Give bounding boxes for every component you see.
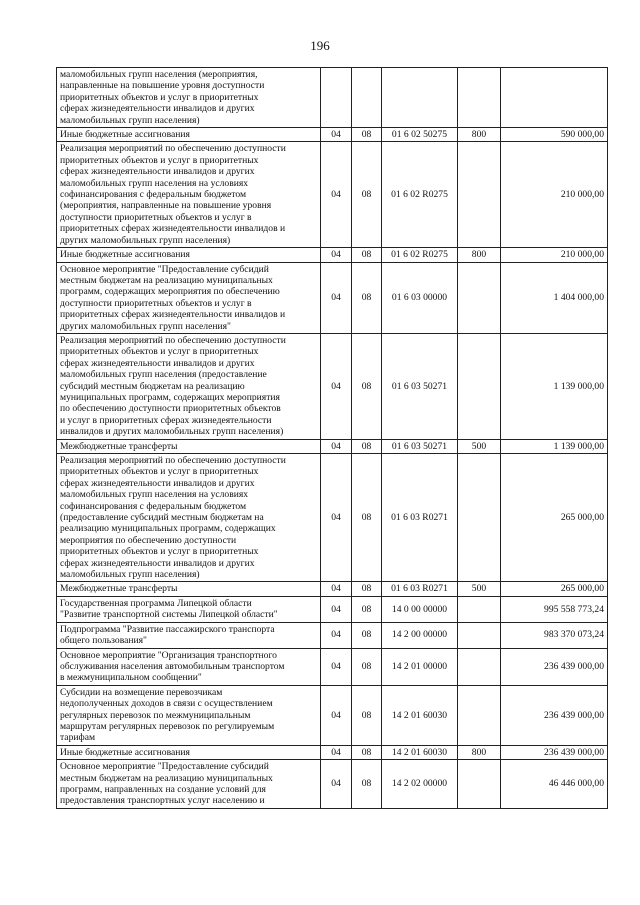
row-section: 04 [321,622,352,648]
row-amount: 46 446 000,00 [501,760,608,809]
page-number: 196 [310,38,330,53]
row-section: 04 [321,333,352,439]
row-expense-type [458,454,501,582]
row-section: 04 [321,128,352,142]
row-amount: 983 370 073,24 [501,622,608,648]
row-section: 04 [321,142,352,248]
row-section: 04 [321,439,352,453]
row-section: 04 [321,760,352,809]
row-expense-type: 800 [458,248,501,262]
row-amount: 1 139 000,00 [501,333,608,439]
table-row [57,760,608,809]
row-subsection: 08 [352,142,382,248]
row-section [321,68,352,128]
table-row [57,128,608,142]
row-amount: 1 139 000,00 [501,439,608,453]
row-section: 04 [321,454,352,582]
row-name: Государственная программа Липецкой области "Развитие транспортной системы Липецкой области" [57,596,321,622]
row-expense-type [458,333,501,439]
row-name: Основное мероприятие "Предоставление субсидий местным бюджетам на реализацию муниципальных программ, направленных на создание условий для предоставления транспортных услуг населению и [57,760,321,809]
row-amount: 236 439 000,00 [501,745,608,759]
row-name: Иные бюджетные ассигнования [57,745,321,759]
row-subsection: 08 [352,685,382,745]
table-row [57,439,608,453]
table-row [57,68,608,128]
row-target-code: 01 6 02 R0275 [382,142,458,248]
row-section: 04 [321,248,352,262]
row-expense-type: 500 [458,582,501,596]
row-target-code: 14 2 01 00000 [382,648,458,685]
row-target-code: 01 6 02 R0275 [382,248,458,262]
row-expense-type: 800 [458,745,501,759]
row-subsection: 08 [352,128,382,142]
row-section: 04 [321,262,352,333]
row-name: Основное мероприятие "Организация транспортного обслуживания населения автомобильным транспортом в межмуниципальном сообщении" [57,648,321,685]
row-subsection: 08 [352,745,382,759]
row-name: Реализация мероприятий по обеспечению доступности приоритетных объектов и услуг в приоритетных сферах жизнедеятельности инвалидов и других маломобильных групп населения на условиях софинансирования с федеральным бюджетом (мероприятия, направленные на повышение уровня доступности приоритетных объектов и услуг в приоритетных сферах жизнедеятельности инвалидов и других маломобильных групп населения) [57,142,321,248]
row-subsection [352,68,382,128]
row-expense-type: 800 [458,128,501,142]
row-subsection: 08 [352,622,382,648]
row-subsection: 08 [352,582,382,596]
row-expense-type: 500 [458,439,501,453]
row-subsection: 08 [352,596,382,622]
row-expense-type [458,68,501,128]
row-subsection: 08 [352,248,382,262]
row-name: Иные бюджетные ассигнования [57,248,321,262]
row-expense-type [458,142,501,248]
table-row [57,648,608,685]
row-subsection: 08 [352,262,382,333]
row-target-code: 01 6 03 R0271 [382,454,458,582]
row-expense-type [458,622,501,648]
row-subsection: 08 [352,333,382,439]
budget-table [56,67,608,809]
row-name: Основное мероприятие "Предоставление субсидий местным бюджетам на реализацию муниципальных программ, содержащих мероприятия по обеспечению доступности приоритетных объектов и услуг в приоритетных сферах жизнедеятельности инвалидов и других маломобильных групп населения" [57,262,321,333]
row-target-code: 14 2 01 60030 [382,685,458,745]
table-row [57,454,608,582]
row-amount: 210 000,00 [501,248,608,262]
row-expense-type [458,262,501,333]
row-section: 04 [321,596,352,622]
row-amount: 265 000,00 [501,582,608,596]
table-row [57,685,608,745]
row-section: 04 [321,685,352,745]
row-name: Иные бюджетные ассигнования [57,128,321,142]
row-name: Реализация мероприятий по обеспечению доступности приоритетных объектов и услуг в приоритетных сферах жизнедеятельности инвалидов и других маломобильных групп населения на условиях софинансирования с федеральным бюджетом (предоставление субсидий местным бюджетам на реализацию муниципальных программ, содержащих мероприятия по обеспечению доступности приоритетных объектов и услуг в приоритетных сферах жизнедеятельности инвалидов и других маломобильных групп населения) [57,454,321,582]
table-row [57,262,608,333]
row-section: 04 [321,648,352,685]
row-name: маломобильных групп населения (мероприятия, направленные на повышение уровня доступности приоритетных объектов и услуг в приоритетных сферах жизнедеятельности инвалидов и других маломобильных групп населения) [57,68,321,128]
row-expense-type [458,648,501,685]
row-name: Межбюджетные трансферты [57,439,321,453]
table-row [57,582,608,596]
row-section: 04 [321,745,352,759]
row-amount: 590 000,00 [501,128,608,142]
row-section: 04 [321,582,352,596]
row-target-code: 01 6 02 50275 [382,128,458,142]
row-target-code: 01 6 03 50271 [382,439,458,453]
row-expense-type [458,685,501,745]
row-name: Субсидии на возмещение перевозчикам недополученных доходов в связи с осуществлением регулярных перевозок по межмуниципальным маршрутам регулярных перевозок по регулируемым тарифам [57,685,321,745]
row-target-code: 14 2 02 00000 [382,760,458,809]
row-target-code: 01 6 03 R0271 [382,582,458,596]
table-row [57,622,608,648]
row-target-code: 14 2 01 60030 [382,745,458,759]
table-row [57,333,608,439]
row-target-code: 01 6 03 00000 [382,262,458,333]
row-name: Подпрограмма "Развитие пассажирского транспорта общего пользования" [57,622,321,648]
row-name: Реализация мероприятий по обеспечению доступности приоритетных объектов и услуг в приоритетных сферах жизнедеятельности инвалидов и других маломобильных групп населения (предоставление субсидий местным бюджетам на реализацию муниципальных программ, содержащих мероприятия по обеспечению доступности приоритетных объектов и услуг в приоритетных сферах жизнедеятельности инвалидов и других маломобильных групп населения) [57,333,321,439]
row-target-code: 14 2 00 00000 [382,622,458,648]
table-row [57,596,608,622]
row-subsection: 08 [352,439,382,453]
row-subsection: 08 [352,760,382,809]
table-row [57,745,608,759]
table-row [57,142,608,248]
row-expense-type [458,596,501,622]
row-target-code: 14 0 00 00000 [382,596,458,622]
row-target-code [382,68,458,128]
row-name: Межбюджетные трансферты [57,582,321,596]
row-target-code: 01 6 03 50271 [382,333,458,439]
row-amount: 236 439 000,00 [501,648,608,685]
row-subsection: 08 [352,648,382,685]
row-amount: 236 439 000,00 [501,685,608,745]
row-amount: 1 404 000,00 [501,262,608,333]
table-row [57,248,608,262]
row-amount [501,68,608,128]
row-amount: 265 000,00 [501,454,608,582]
row-subsection: 08 [352,454,382,582]
row-expense-type [458,760,501,809]
row-amount: 995 558 773,24 [501,596,608,622]
row-amount: 210 000,00 [501,142,608,248]
